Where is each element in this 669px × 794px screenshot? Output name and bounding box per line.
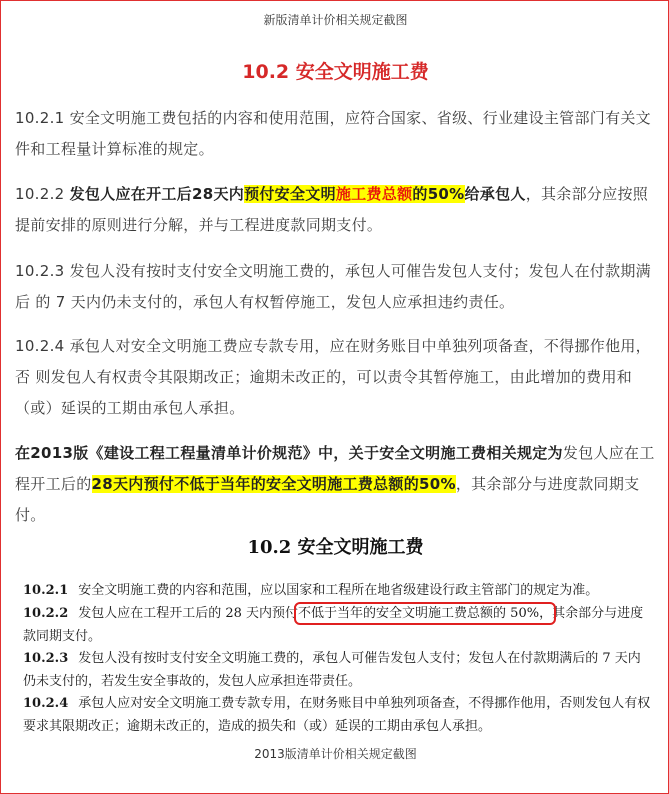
- clause-text: 其余部分与进度款同期支付。: [23, 606, 644, 644]
- paragraph-10-2-1: 10.2.1 安全文明施工费包括的内容和使用范围，应符合国家、省级、行业建设主管部门有关文件和工程量计算标准的规定。: [15, 109, 651, 158]
- bold-text: 在2013版《建设工程工程量清单计价规范》中，关于安全文明施工费相关规定为: [15, 444, 563, 462]
- old-clause-10-2-4: [23, 692, 653, 738]
- old-clause-10-2-3: [23, 647, 653, 693]
- highlight-text: 28天内预付: [91, 475, 175, 493]
- bottom-caption: 2013版清单计价相关规定截图: [254, 747, 417, 761]
- old-section-title: 10.2 安全文明施工费: [247, 537, 424, 558]
- clause-text: 发包人没有按时支付安全文明施工费的，承包人可催告发包人支付；发包人在付款期满后的 7 天内仍未支付的，若发生安全事故的，发包人应承担连带责任。: [23, 651, 641, 689]
- red-box-highlight: 不低于当年的安全文明施工费总额的 50%，: [298, 606, 553, 621]
- old-clause-10-2-2: [23, 602, 653, 648]
- bold-text: 给承包人: [464, 185, 526, 203]
- highlight-text: 预付安全文明: [244, 185, 336, 203]
- plain-text: ，其余部分与进度款同期支付。: [15, 475, 640, 524]
- old-clause-10-2-1: [23, 579, 653, 602]
- clause-number: 10.2.2: [15, 185, 70, 203]
- clause-text: 承包人应对安全文明施工费专款专用，在财务账目中单独列项备查，不得挪作他用，否则发包人有权要求其限期改正；逾期未改正的，造成的损失和（或）延误的工期由承包人承担。: [23, 696, 651, 734]
- highlight-red-text: 施工费总额: [335, 185, 413, 203]
- paragraph-10-2-2: [15, 179, 655, 241]
- plain-text: ，其余部分应按照提前安排的原则进行分解，并与工程进度款同期支付。: [15, 185, 649, 234]
- paragraph-10-2-3: 10.2.3 发包人没有按时支付安全文明施工费的，承包人可催告发包人支付；发包人在付款期满后 的 7 天内仍未支付的，承包人有权暂停施工，发包人应承担违约责任。: [15, 262, 651, 311]
- clause-text: 发包人应在工程开工后的 28 天内预付: [78, 606, 299, 621]
- clause-number: 10.2.3: [23, 651, 69, 666]
- clause-number: 10.2.4: [23, 696, 69, 711]
- section-title: 10.2 安全文明施工费: [242, 61, 429, 83]
- highlight-text: 的安全文明施工费总额的50%: [250, 475, 456, 493]
- plain-text: 发包人应在工程开工后的: [15, 444, 655, 493]
- paragraph-2013-summary: [15, 438, 655, 531]
- highlight-red-text: 不低于当年: [174, 475, 251, 493]
- paragraph-10-2-4: 10.2.4 承包人对安全文明施工费应专款专用，应在财务账目中单独列项备查，不得挪作他用，否 则发包人有权责令其限期改正；逾期未改正的，可以责令其暂停施工，由此增加的费用和（或）延误的工期由承包人承担。: [15, 337, 651, 417]
- bold-text: 发包人应在开工后28天内: [69, 185, 245, 203]
- clause-text: 安全文明施工费的内容和范围，应以国家和工程所在地省级建设行政主管部门的规定为准。: [78, 583, 599, 598]
- highlight-text: 的50%: [412, 185, 465, 203]
- clause-number: 10.2.1: [23, 583, 69, 598]
- top-caption: 新版清单计价相关规定截图: [263, 13, 408, 27]
- clause-number: 10.2.2: [23, 606, 69, 621]
